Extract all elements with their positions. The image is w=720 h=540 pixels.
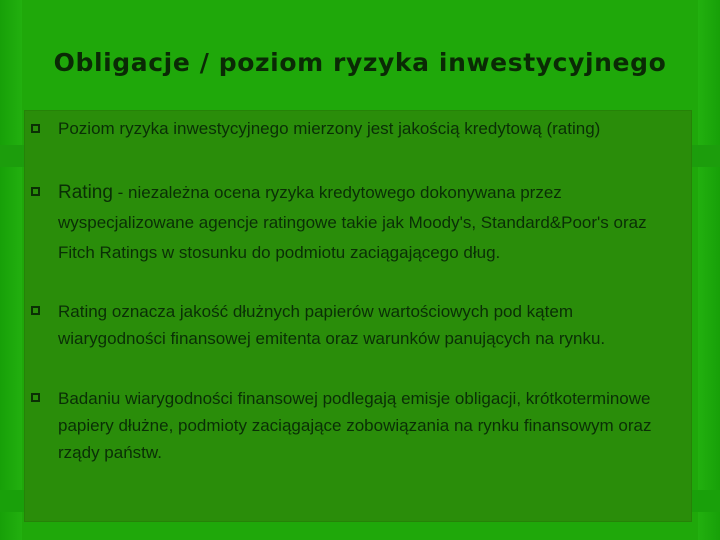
bullet-text-4: Badaniu wiarygodności finansowej podlegają emisje obligacji, krótkoterminowe papiery dłużne, podmioty zaciągające zobowiązania na rynku finansowym oraz rządy państw. xyxy=(58,389,652,462)
square-bullet-icon xyxy=(31,124,40,133)
left-decor-stripe xyxy=(0,0,22,540)
bullet-text-3: Rating oznacza jakość dłużnych papierów wartościowych pod kątem wiarygodności finansowej emitenta oraz warunków panujących na rynku. xyxy=(58,302,606,348)
bullet-text-1: Poziom ryzyka inwestycyjnego mierzony jest jakością kredytową (rating) xyxy=(58,119,601,138)
content-panel xyxy=(24,110,692,522)
right-decor-stripe xyxy=(698,0,720,540)
bullet-text-2 xyxy=(58,178,678,268)
square-bullet-icon xyxy=(31,306,40,315)
square-bullet-icon xyxy=(31,187,40,196)
bullet-text-2-body: - niezależna ocena ryzyka kredytowego dokonywana przez wyspecjalizowane agencje ratingowe takie jak Moody's, Standard&Poor's oraz Fitch Ratings w stosunku do podmiotu zaciągającego dług. xyxy=(58,183,647,262)
square-bullet-icon xyxy=(31,393,40,402)
slide-title: Obligacje / poziom ryzyka inwestycyjnego xyxy=(53,48,667,77)
bullet-lead-rating: Rating xyxy=(58,182,113,203)
